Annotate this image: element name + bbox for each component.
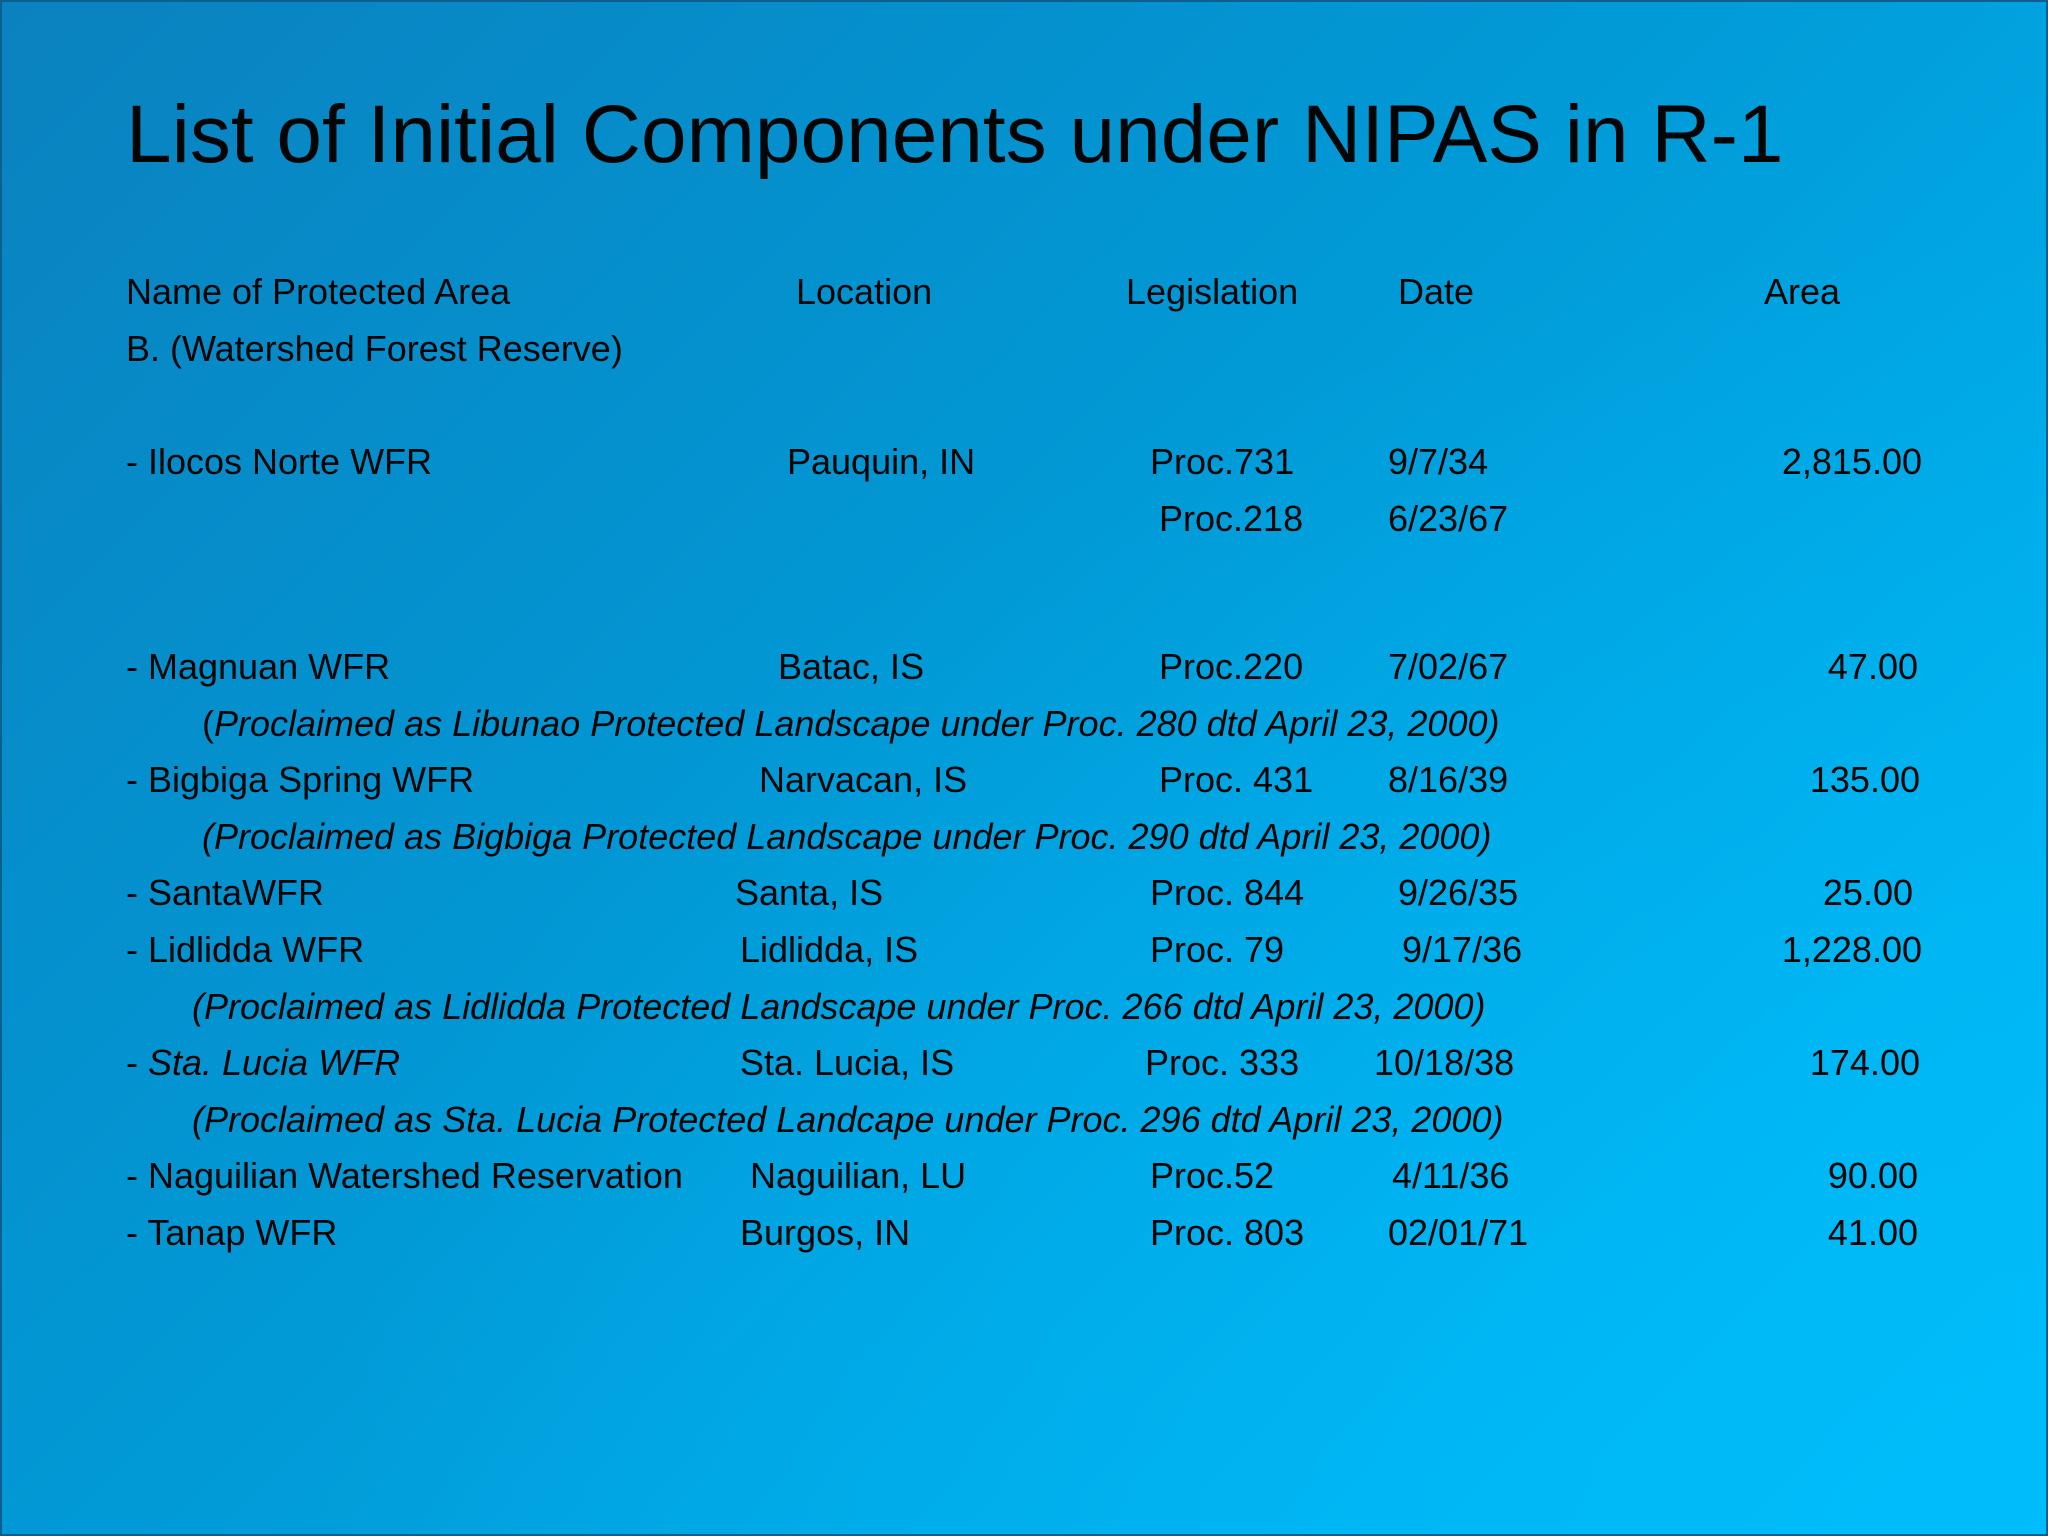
row-date-secondary: 6/23/67 [1388, 498, 1509, 539]
row-location: Pauquin, IN [787, 441, 976, 482]
row-legislation: Proc.220 [1159, 646, 1304, 687]
row-legislation: Proc.731 [1150, 441, 1295, 482]
row-legislation: Proc. 431 [1159, 759, 1314, 800]
row-name: - SantaWFR [126, 872, 325, 913]
row-area: 25.00 [1822, 872, 1913, 913]
row-date: 7/02/67 [1388, 646, 1509, 687]
row-name-dash: - [126, 1042, 148, 1083]
row-name [126, 1041, 400, 1085]
category-label: B. (Watershed Forest Reserve) [126, 328, 623, 369]
row-area: 1,228.00 [1781, 929, 1922, 970]
slide-title: List of Initial Components under NIPAS in R-1 [126, 89, 1784, 180]
row-legislation: Proc.52 [1150, 1155, 1275, 1196]
row-name-text: Sta. Lucia WFR [148, 1042, 401, 1083]
row-note: (Proclaimed as Bigbiga Protected Landscape under Proc. 290 dtd April 23, 2000) [202, 816, 1492, 857]
row-note: (Proclaimed as Sta. Lucia Protected Landcape under Proc. 296 dtd April 23, 2000) [192, 1099, 1504, 1140]
row-date: 8/16/39 [1388, 759, 1509, 800]
row-name: - Tanap WFR [126, 1212, 338, 1253]
header-name: Name of Protected Area [126, 271, 511, 312]
row-area: 135.00 [1809, 759, 1920, 800]
row-name: - Naguilian Watershed Reservation [126, 1155, 683, 1196]
row-note-paren: ( [202, 703, 214, 744]
row-name: - Lidlidda WFR [126, 929, 365, 970]
row-area: 2,815.00 [1781, 441, 1922, 482]
row-date: 02/01/71 [1388, 1212, 1529, 1253]
row-note: (Proclaimed as Lidlidda Protected Landscape under Proc. 266 dtd April 23, 2000) [192, 986, 1486, 1027]
row-location: Batac, IS [778, 646, 925, 687]
header-date: Date [1398, 271, 1475, 312]
row-location: Burgos, IN [740, 1212, 911, 1253]
row-date: 9/7/34 [1388, 441, 1489, 482]
row-location: Santa, IS [735, 872, 884, 913]
row-date: 4/11/36 [1392, 1155, 1510, 1196]
row-date: 9/17/36 [1402, 929, 1523, 970]
row-legislation: Proc. 844 [1150, 872, 1305, 913]
row-area: 47.00 [1827, 646, 1918, 687]
row-name: - Bigbiga Spring WFR [126, 759, 475, 800]
row-date: 9/26/35 [1398, 872, 1519, 913]
row-legislation: Proc. 333 [1145, 1042, 1300, 1083]
header-legislation: Legislation [1126, 271, 1299, 312]
row-legislation: Proc. 803 [1150, 1212, 1305, 1253]
row-legislation: Proc. 79 [1150, 929, 1285, 970]
row-legislation-secondary: Proc.218 [1159, 498, 1304, 539]
row-area: 41.00 [1827, 1212, 1918, 1253]
row-name: - Ilocos Norte WFR [126, 441, 433, 482]
row-note [202, 702, 1500, 746]
row-note-text: Proclaimed as Libunao Protected Landscape under Proc. 280 dtd April 23, 2000) [214, 703, 1500, 744]
row-location: Naguilian, LU [750, 1155, 967, 1196]
row-location: Narvacan, IS [759, 759, 968, 800]
row-location: Sta. Lucia, IS [740, 1042, 955, 1083]
row-area: 90.00 [1827, 1155, 1918, 1196]
row-date: 10/18/38 [1374, 1042, 1515, 1083]
row-location: Lidlidda, IS [740, 929, 919, 970]
row-name: - Magnuan WFR [126, 646, 391, 687]
header-area: Area [1764, 271, 1841, 312]
row-area: 174.00 [1809, 1042, 1920, 1083]
header-location: Location [796, 271, 933, 312]
